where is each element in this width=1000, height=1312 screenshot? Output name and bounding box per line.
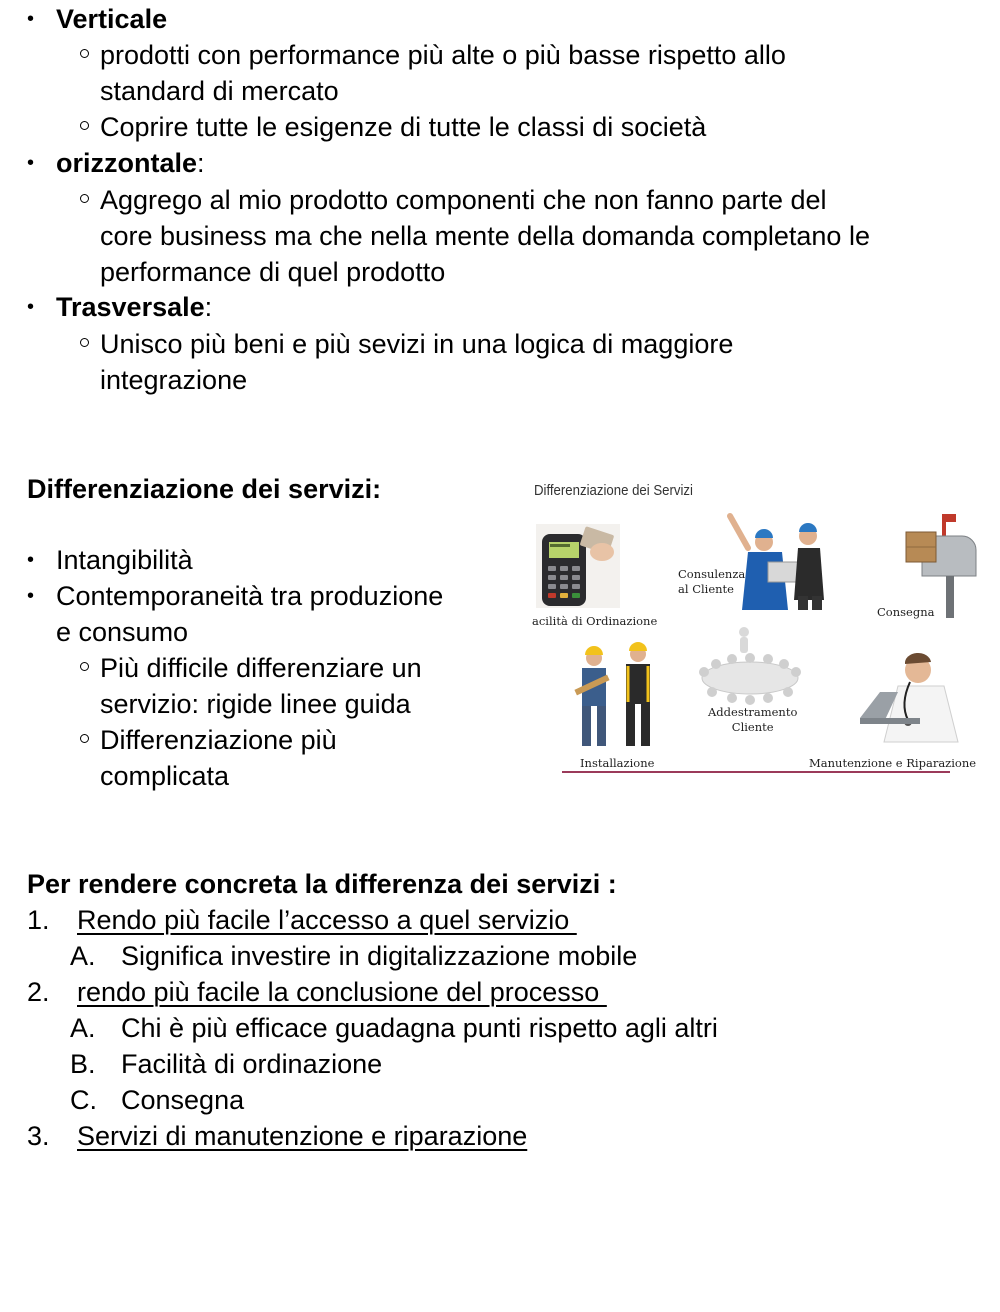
item-number: 2. (27, 977, 50, 1007)
heading-suffix: : (197, 148, 205, 178)
circle-bullet-icon (80, 194, 89, 203)
bullet-icon: • (27, 296, 35, 318)
item-number: 3. (27, 1121, 50, 1151)
subitem-line: prodotti con performance più alte o più basse rispetto allo (100, 40, 786, 70)
lettered-item-text: Significa investire in digitalizzazione mobile (121, 941, 638, 971)
bullet-line: Contemporaneità tra produzione (56, 581, 444, 611)
bullet-line: Intangibilità (56, 545, 193, 575)
item-letter: B. (70, 1049, 96, 1079)
subitem-line: performance di quel prodotto (100, 257, 446, 287)
bullet-icon: • (27, 8, 35, 30)
item-number: 1. (27, 905, 50, 935)
bullet-icon: • (27, 585, 35, 607)
numbered-item-text: Rendo più facile l’accesso a quel servizio (77, 905, 577, 935)
subitem-line: integrazione (100, 365, 248, 395)
caption-training (708, 705, 797, 735)
caption-maintenance: Manutenzione e Riparazione (809, 756, 977, 770)
lettered-item-text: Chi è più efficace guadagna punti rispetto agli altri (121, 1013, 718, 1043)
heading-suffix: : (204, 292, 213, 322)
caption-delivery: Consegna (877, 605, 935, 619)
circle-bullet-icon (80, 49, 89, 58)
lettered-item-text: Facilità di ordinazione (121, 1049, 383, 1079)
circle-bullet-icon (80, 662, 89, 671)
subitem-line: Differenziazione più (100, 725, 337, 755)
caption-training-line: Cliente (731, 720, 774, 734)
item-letter: C. (70, 1085, 97, 1115)
section-heading: Differenziazione dei servizi: (27, 474, 382, 504)
training-meeting-icon (692, 626, 808, 708)
circle-bullet-icon (80, 338, 89, 347)
heading-text: orizzontale (56, 148, 198, 178)
caption-ordering: acilità di Ordinazione (532, 614, 658, 628)
figure-divider (562, 771, 950, 773)
caption-training-line: Addestramento (708, 705, 798, 719)
caption-consulting-line: Consulenza (678, 567, 746, 581)
subitem-line: Coprire tutte le esigenze di tutte le classi di società (100, 112, 707, 142)
lettered-item-text: Consegna (121, 1085, 245, 1115)
circle-bullet-icon (80, 121, 89, 130)
services-figure (528, 478, 980, 783)
subitem-line: servizio: rigide linee guida (100, 689, 411, 719)
item-letter: A. (70, 1013, 96, 1043)
section-heading: Per rendere concreta la differenza dei servizi : (27, 869, 617, 899)
bullet-line: e consumo (56, 617, 189, 647)
caption-consulting-line: al Cliente (678, 582, 734, 596)
figure-title: Differenziazione dei Servizi (534, 482, 693, 499)
caption-consulting (678, 567, 745, 597)
pos-terminal-icon (536, 524, 620, 608)
consulting-people-icon (724, 512, 836, 612)
bullet-icon: • (27, 549, 35, 571)
subitem-line: complicata (100, 761, 230, 791)
heading-trasversale (56, 289, 212, 325)
maintenance-doctor-icon (860, 652, 972, 752)
item-letter: A. (70, 941, 96, 971)
caption-installation: Installazione (580, 756, 655, 770)
heading-orizzontale (56, 145, 205, 181)
subitem-line: Unisco più beni e più sevizi in una logica di maggiore (100, 329, 734, 359)
numbered-item-text: Servizi di manutenzione e riparazione (77, 1121, 528, 1151)
mailbox-icon (902, 510, 978, 620)
circle-bullet-icon (80, 734, 89, 743)
installation-workers-icon (570, 640, 664, 752)
subitem-line: standard di mercato (100, 76, 339, 106)
heading-text: Trasversale (56, 292, 205, 322)
subitem-line: Aggrego al mio prodotto componenti che non fanno parte del (100, 185, 827, 215)
subitem-line: Più difficile differenziare un (100, 653, 422, 683)
subitem-line: core business ma che nella mente della domanda completano le (100, 221, 870, 251)
heading-verticale: Verticale (56, 4, 168, 34)
bullet-icon: • (27, 152, 35, 174)
numbered-item-text: rendo più facile la conclusione del processo (77, 977, 607, 1007)
